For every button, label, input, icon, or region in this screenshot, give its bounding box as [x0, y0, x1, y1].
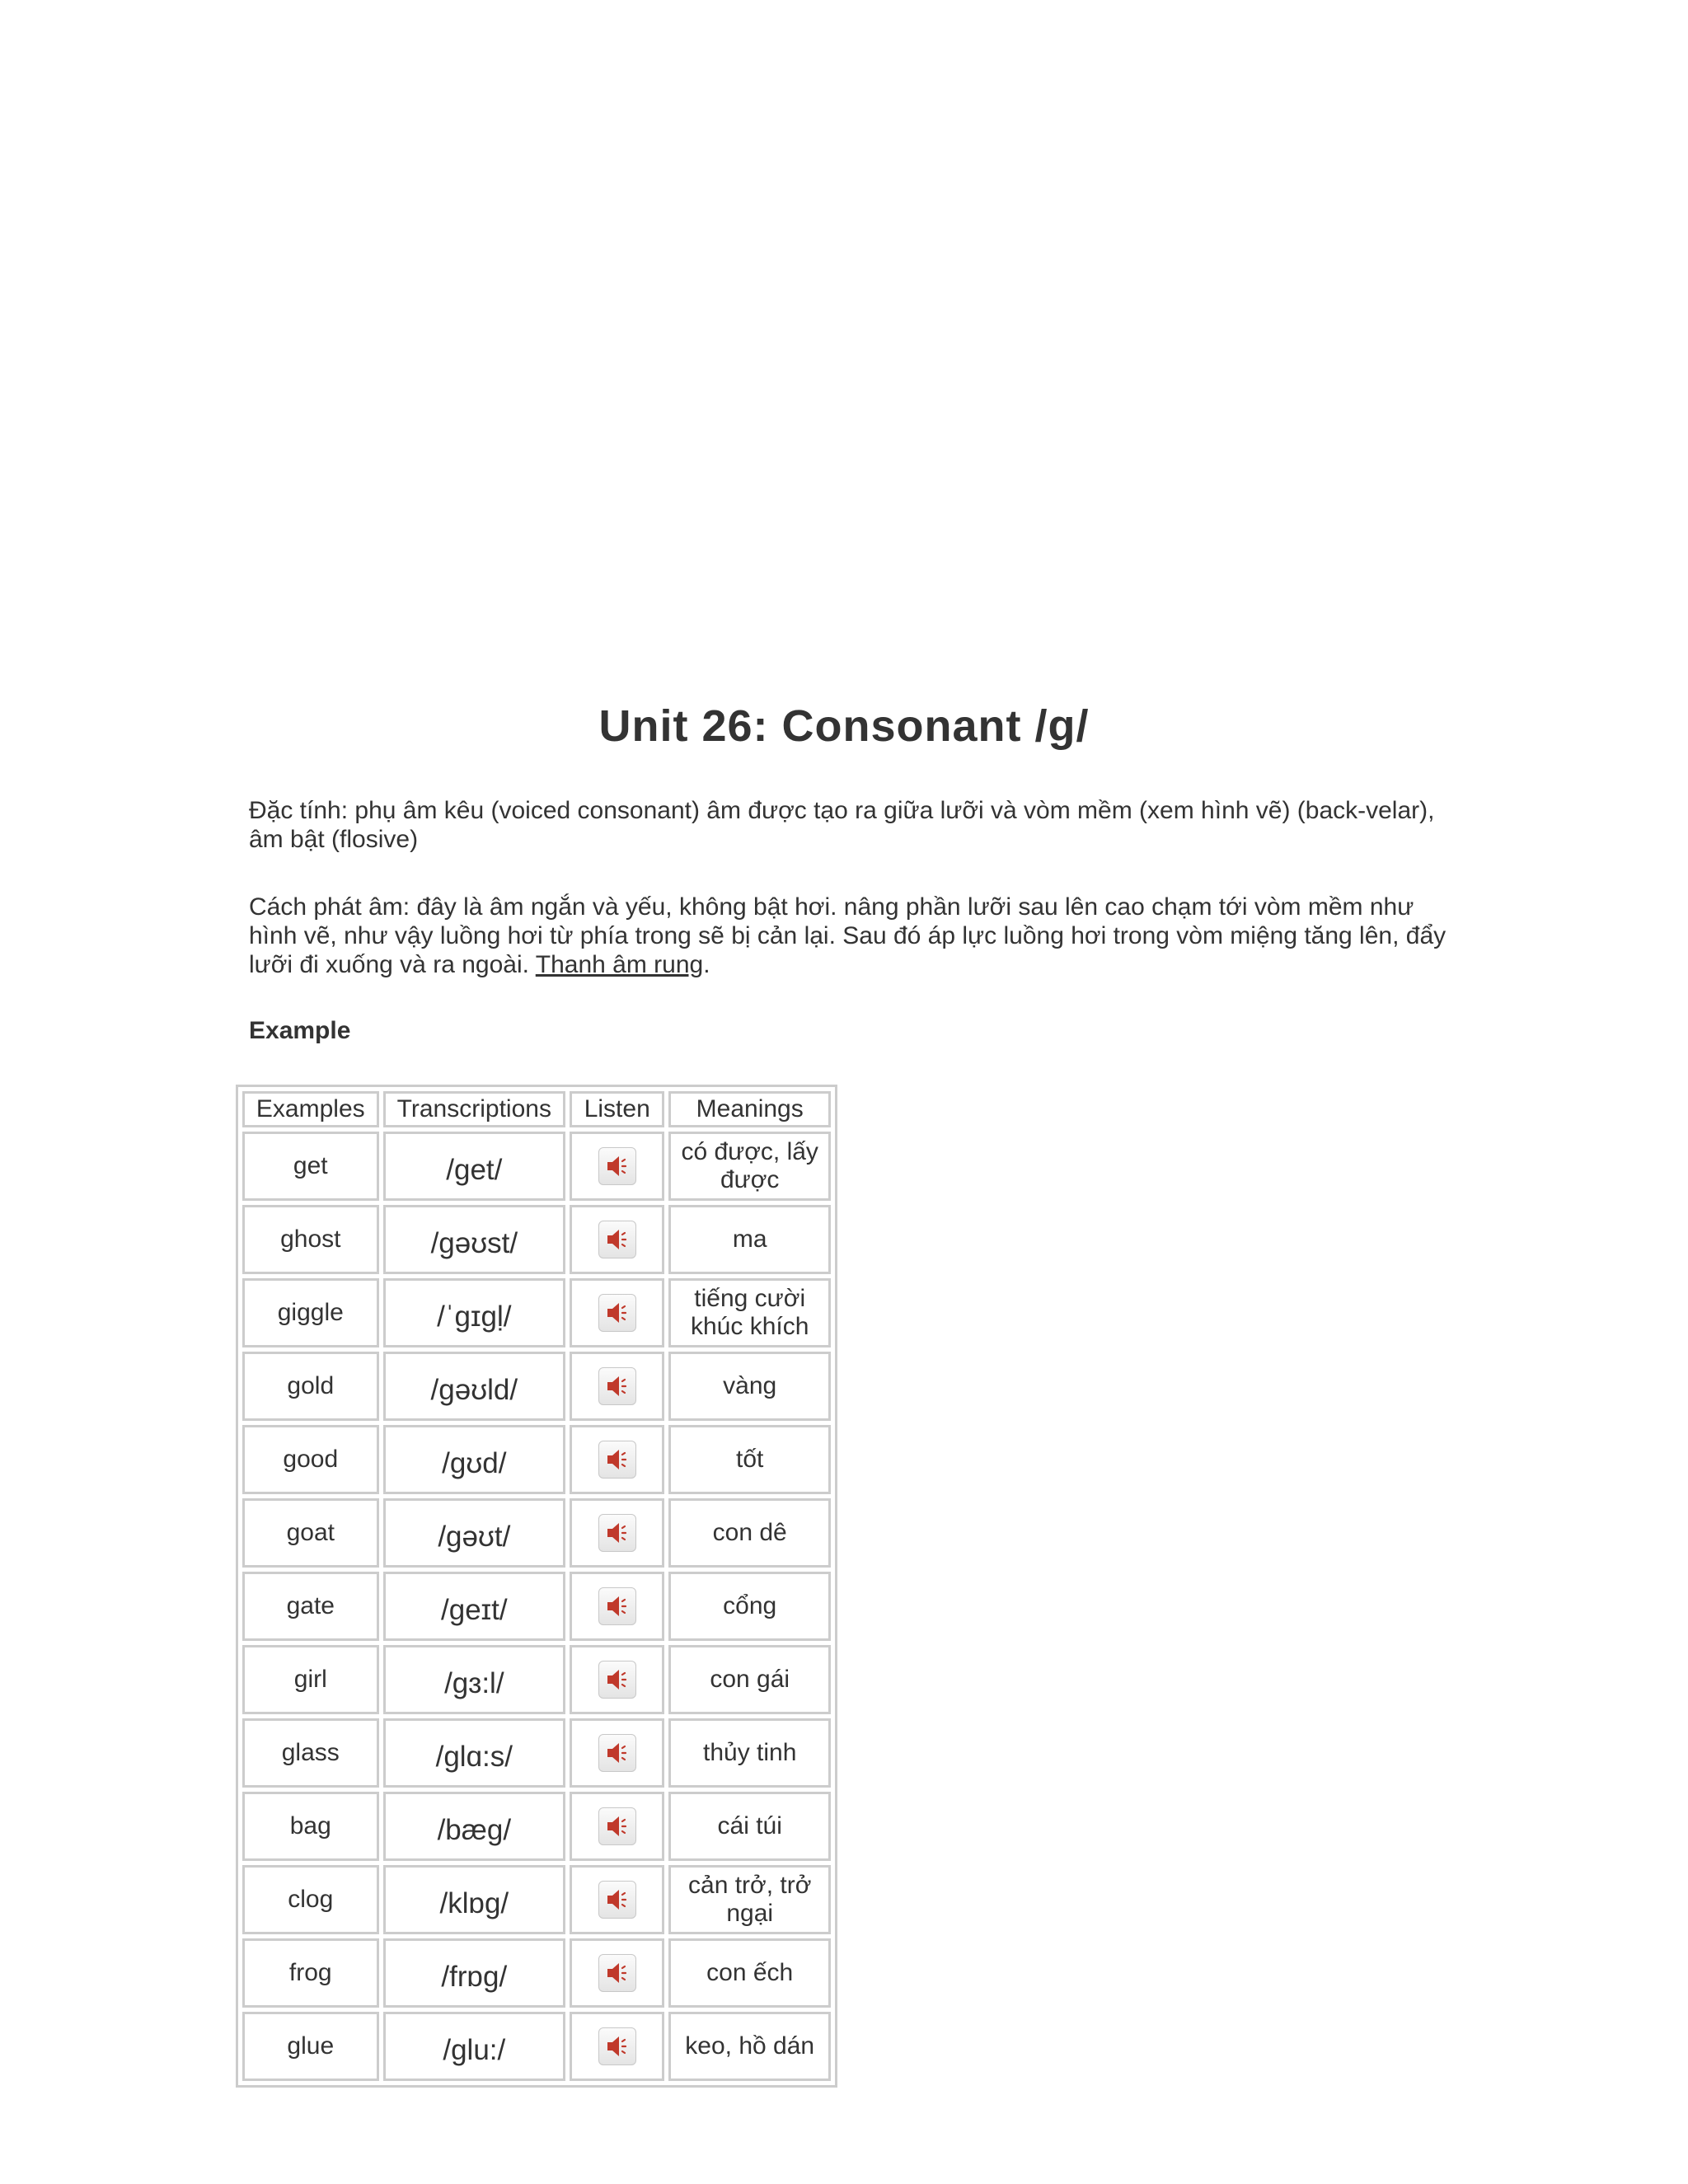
meaning: vàng [668, 1352, 831, 1421]
speaker-icon [599, 2028, 635, 2064]
listen-button[interactable] [598, 1294, 636, 1332]
voicing-link[interactable]: Thanh âm rung [535, 951, 704, 978]
example-word: glue [242, 2012, 379, 2081]
listen-button[interactable] [598, 1441, 636, 1479]
meaning: tốt [668, 1425, 831, 1494]
meaning: thủy tinh [668, 1718, 831, 1788]
listen-cell [570, 1645, 664, 1714]
speaker-icon [599, 1221, 635, 1258]
example-word: clog [242, 1865, 379, 1934]
header-examples: Examples [242, 1091, 379, 1127]
speaker-icon [599, 1148, 635, 1184]
table-row [242, 1645, 831, 1714]
transcription: /gɜ:l/ [383, 1645, 566, 1714]
listen-cell [570, 1572, 664, 1641]
transcription: /glɑ:s/ [383, 1718, 566, 1788]
meaning: con dê [668, 1498, 831, 1568]
meaning: keo, hồ dán [668, 2012, 831, 2081]
listen-button[interactable] [598, 1881, 636, 1919]
speaker-icon [599, 1735, 635, 1771]
listen-cell [570, 1938, 664, 2008]
listen-cell [570, 1865, 664, 1934]
table-row [242, 1938, 831, 2008]
table-row [242, 1352, 831, 1421]
speaker-icon [599, 1441, 635, 1478]
examples-table [236, 1085, 837, 2088]
speaker-icon [599, 1515, 635, 1551]
listen-cell [570, 2012, 664, 2081]
listen-cell [570, 1205, 664, 1274]
speaker-icon [599, 1588, 635, 1624]
meaning: có được, lấy được [668, 1132, 831, 1201]
table-row [242, 1498, 831, 1568]
meaning: cái túi [668, 1792, 831, 1861]
header-listen: Listen [570, 1091, 664, 1127]
listen-cell [570, 1278, 664, 1347]
pronunciation-end: . [703, 951, 710, 978]
listen-button[interactable] [598, 1587, 636, 1625]
speaker-icon [599, 1661, 635, 1698]
listen-cell [570, 1352, 664, 1421]
pronunciation-paragraph [249, 893, 1452, 979]
example-word: giggle [242, 1278, 379, 1347]
meaning: con ếch [668, 1938, 831, 2008]
transcription: /frɒg/ [383, 1938, 566, 2008]
example-word: good [242, 1425, 379, 1494]
example-word: frog [242, 1938, 379, 2008]
transcription: /gəʊt/ [383, 1498, 566, 1568]
transcription: /bæg/ [383, 1792, 566, 1861]
listen-button[interactable] [598, 1221, 636, 1258]
table-row [242, 1425, 831, 1494]
table-row [242, 1132, 831, 1201]
listen-button[interactable] [598, 1147, 636, 1185]
table-row [242, 1205, 831, 1274]
example-word: ghost [242, 1205, 379, 1274]
header-transcriptions: Transcriptions [383, 1091, 566, 1127]
example-word: goat [242, 1498, 379, 1568]
transcription: /gəʊld/ [383, 1352, 566, 1421]
speaker-icon [599, 1882, 635, 1918]
meaning: cản trở, trở ngại [668, 1865, 831, 1934]
table-row [242, 1792, 831, 1861]
speaker-icon [599, 1955, 635, 1991]
table-row [242, 1278, 831, 1347]
listen-cell [570, 1132, 664, 1201]
example-word: gate [242, 1572, 379, 1641]
transcription: /geɪt/ [383, 1572, 566, 1641]
listen-button[interactable] [598, 1734, 636, 1772]
listen-cell [570, 1425, 664, 1494]
speaker-icon [599, 1368, 635, 1404]
transcription: /gʊd/ [383, 1425, 566, 1494]
listen-cell [570, 1498, 664, 1568]
transcription: /glu:/ [383, 2012, 566, 2081]
characteristics-paragraph: Đặc tính: phụ âm kêu (voiced consonant) âm được tạo ra giữa lưỡi và vòm mềm (xem hình vẽ) (back-velar), âm bật (flosive) [249, 797, 1435, 853]
table-row [242, 1572, 831, 1641]
table-row [242, 2012, 831, 2081]
example-word: gold [242, 1352, 379, 1421]
listen-button[interactable] [598, 1661, 636, 1699]
table-row [242, 1718, 831, 1788]
meaning: cổng [668, 1572, 831, 1641]
example-word: bag [242, 1792, 379, 1861]
table-body [242, 1132, 831, 2081]
transcription: /get/ [383, 1132, 566, 1201]
example-heading: Example [249, 1017, 351, 1044]
listen-button[interactable] [598, 1514, 636, 1552]
table-header-row [242, 1091, 831, 1127]
example-word: get [242, 1132, 379, 1201]
listen-button[interactable] [598, 1807, 636, 1845]
listen-cell [570, 1718, 664, 1788]
example-word: girl [242, 1645, 379, 1714]
meaning: tiếng cười khúc khích [668, 1278, 831, 1347]
example-word: glass [242, 1718, 379, 1788]
transcription: /klɒg/ [383, 1865, 566, 1934]
speaker-icon [599, 1808, 635, 1844]
meaning: con gái [668, 1645, 831, 1714]
transcription: /ˈgɪgḷ/ [383, 1278, 566, 1347]
pronunciation-text: Cách phát âm: đây là âm ngắn và yếu, không bật hơi. nâng phần lưỡi sau lên cao chạm tới vòm mềm như hình vẽ, như vậy luồng hơi từ phía trong sẽ bị cản lại. Sau đó áp lực luồng hơi trong vòm miệng tăng lên, đẩy lưỡi đi xuống và ra ngoài. [249, 893, 1447, 978]
speaker-icon [599, 1295, 635, 1331]
meaning: ma [668, 1205, 831, 1274]
listen-button[interactable] [598, 1954, 636, 1992]
page-title: Unit 26: Consonant /g/ [598, 701, 1090, 751]
transcription: /gəʊst/ [383, 1205, 566, 1274]
listen-button[interactable] [598, 1367, 636, 1405]
listen-button[interactable] [598, 2027, 636, 2065]
header-meanings: Meanings [668, 1091, 831, 1127]
listen-cell [570, 1792, 664, 1861]
table-row [242, 1865, 831, 1934]
